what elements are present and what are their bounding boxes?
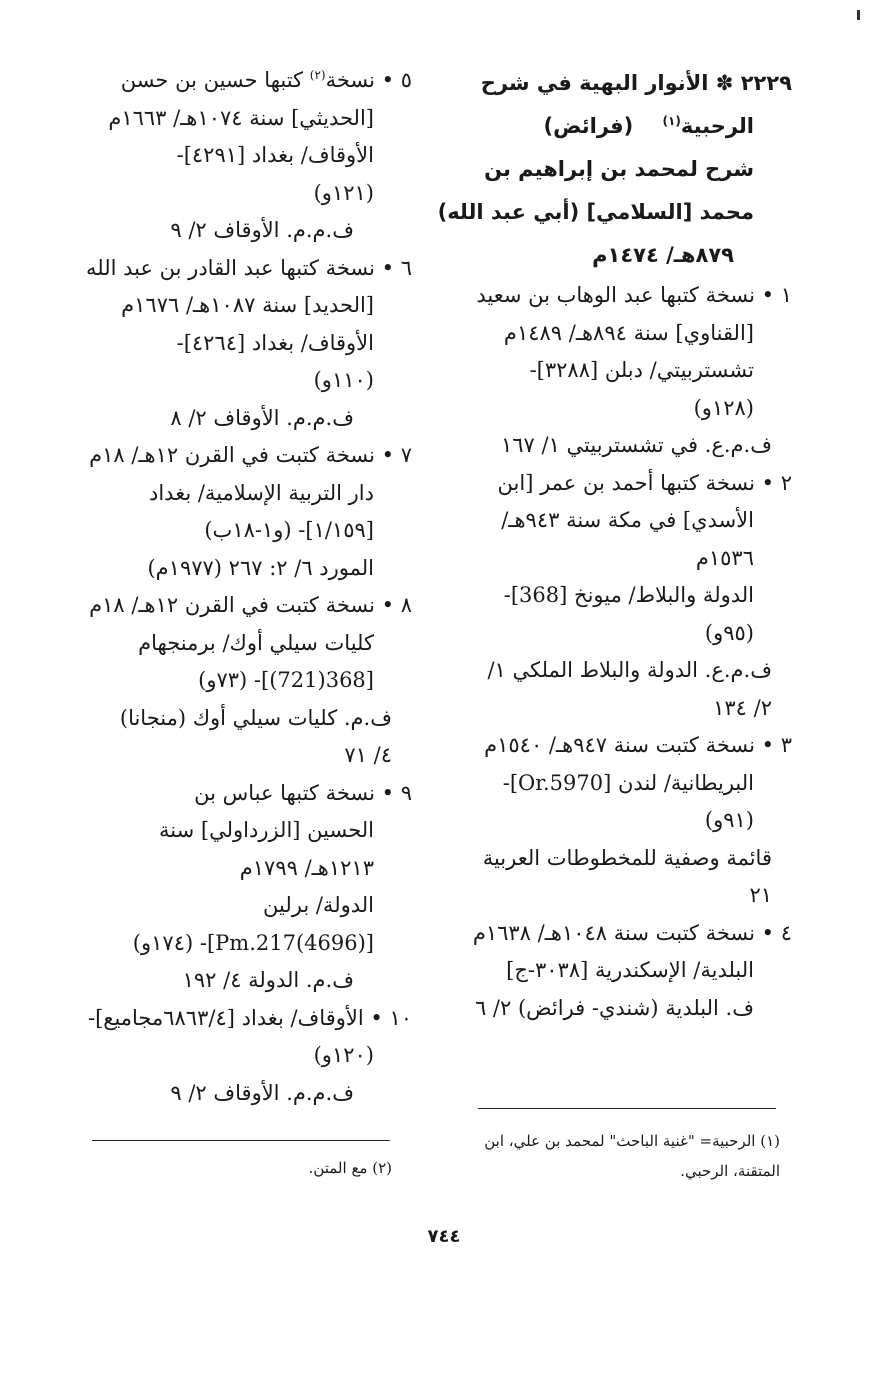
entry-title-line: شرح لمحمد بن إبراهيم بن bbox=[484, 157, 754, 181]
copy-line-rest: كتبها حسين بن حسن bbox=[120, 68, 304, 92]
copy-line: [الحديد] سنة ١٠٨٧هـ/ ١٦٧٦م bbox=[121, 293, 374, 317]
copy-line: المورد ٦/ ٢: ٢٦٧ (١٩٧٧م) bbox=[147, 555, 374, 580]
copy-line: دار التربية الإسلامية/ بغداد bbox=[149, 480, 374, 505]
copy-line: البريطانية/ لندن [Or.5970]- bbox=[502, 770, 754, 795]
footnote-marker: (١) bbox=[662, 114, 681, 128]
footnote-left: (٢) مع المتن. bbox=[308, 1159, 392, 1177]
copy-line: (١١٠و) bbox=[313, 368, 374, 392]
left-column bbox=[62, 62, 412, 1112]
footnote-right bbox=[440, 1126, 780, 1186]
copy-line: ف.م.م. الأوقاف ٢/ ٩ bbox=[170, 218, 354, 242]
footnote-marker: (٢) bbox=[309, 68, 326, 82]
copy-line: ٢١ bbox=[749, 883, 772, 907]
copy-line: ١٢١٣هـ/ ١٧٩٩م bbox=[239, 855, 374, 880]
copy-line: (٩٥و) bbox=[704, 620, 754, 645]
page-number: ٧٤٤ bbox=[427, 1226, 461, 1247]
copy-line: ف.م.ع. في تشستربيتي ١/ ١٦٧ bbox=[500, 433, 772, 457]
copy-line-start: ٥ • نسخة bbox=[325, 68, 412, 92]
copy-line: ٤/ ٧١ bbox=[344, 743, 392, 767]
footnote-divider-left bbox=[92, 1140, 390, 1141]
footnote-line: المتقنة، الرحبي. bbox=[680, 1162, 780, 1180]
copy-line: كليات سيلي أوك/ برمنجهام bbox=[138, 630, 374, 655]
copy-line: ف.م. كليات سيلي أوك (منجانا) bbox=[119, 705, 392, 730]
entry-subject: (فرائض) bbox=[543, 114, 634, 138]
copy-line: ٩ • نسخة كتبها عباس بن bbox=[194, 780, 412, 805]
copy-line: [الحديثي] سنة ١٠٧٤هـ/ ١٦٦٣م bbox=[108, 105, 374, 130]
copy-line: الأوقاف/ بغداد [٤٢٩١]- bbox=[176, 143, 374, 167]
copy-line: ٧ • نسخة كتبت في القرن ١٢هـ/ ١٨م bbox=[89, 443, 412, 467]
copy-line: [368(721)]- (٧٣و) bbox=[198, 668, 374, 692]
copy-line: [Pm.217(4696)]- (١٧٤و) bbox=[132, 930, 374, 955]
copy-line: الأسدي] في مكة سنة ٩٤٣هـ/ bbox=[501, 508, 754, 532]
entry-title-line: ٨٧٩هـ/ ١٤٧٤م bbox=[592, 243, 734, 267]
copy-line: ٦ • نسخة كتبها عبد القادر بن عبد الله bbox=[85, 255, 412, 280]
copy-line: قائمة وصفية للمخطوطات العربية bbox=[482, 845, 772, 870]
entry-title-line: ٢٢٢٩ ✽ الأنوار البهية في شرح bbox=[480, 71, 792, 95]
copy-line: (٩١و) bbox=[704, 808, 754, 832]
copy-line: الدولة والبلاط/ ميونخ [368]- bbox=[503, 583, 754, 607]
entry-title-fragment: الرحبية bbox=[680, 114, 754, 138]
copy-line: [١/١٥٩]- (و١-١٨ب) bbox=[204, 518, 374, 542]
copy-line: الدولة/ برلين bbox=[263, 893, 374, 917]
copy-line: ١٠ • الأوقاف/ بغداد [٦٨٦٣/٤مجاميع]- bbox=[87, 1005, 412, 1030]
copy-line: ١٥٣٦م bbox=[695, 545, 754, 570]
copy-line: ف.م.ع. الدولة والبلاط الملكي ١/ bbox=[487, 658, 772, 682]
copy-line: ١ • نسخة كتبها عبد الوهاب بن سعيد bbox=[476, 283, 792, 307]
footnote-divider-right bbox=[478, 1108, 776, 1109]
copy-line: ف.م. الدولة ٤/ ١٩٢ bbox=[182, 968, 354, 992]
copy-line: (١٢٨و) bbox=[693, 395, 754, 420]
copy-line: الأوقاف/ بغداد [٤٢٦٤]- bbox=[176, 330, 374, 355]
copy-line: ف.م.م. الأوقاف ٢/ ٨ bbox=[170, 405, 354, 430]
copy-line: ف.م.م. الأوقاف ٢/ ٩ bbox=[170, 1080, 354, 1105]
right-column bbox=[437, 62, 792, 1027]
copy-line: ٤ • نسخة كتبت سنة ١٠٤٨هـ/ ١٦٣٨م bbox=[472, 920, 792, 945]
copy-line: الحسين [الزرداولي] سنة bbox=[159, 818, 374, 842]
scan-mark bbox=[857, 10, 860, 20]
entry-title-line bbox=[440, 105, 792, 148]
copy-line: ٢ • نسخة كتبها أحمد بن عمر [ابن bbox=[497, 470, 792, 495]
copy-line: ف. البلدية (شندي- فرائض) ٢/ ٦ bbox=[474, 995, 754, 1020]
copy-line: تشستربيتي/ دبلن [٣٢٨٨]- bbox=[529, 358, 754, 382]
copy-line: (١٢١و) bbox=[313, 180, 374, 205]
entry-title-line: محمد [السلامي] (أبي عبد الله) bbox=[437, 200, 754, 224]
copy-line bbox=[62, 62, 412, 100]
copy-line: البلدية/ الإسكندرية [٣٠٣٨-ج] bbox=[506, 958, 754, 982]
copy-line: [القناوي] سنة ٨٩٤هـ/ ١٤٨٩م bbox=[503, 320, 754, 345]
copy-line: ٨ • نسخة كتبت في القرن ١٢هـ/ ١٨م bbox=[89, 593, 412, 617]
copy-line: (١٢٠و) bbox=[313, 1043, 374, 1067]
copy-line: ٣ • نسخة كتبت سنة ٩٤٧هـ/ ١٥٤٠م bbox=[484, 733, 792, 757]
footnote-line: (١) الرحبية= "غنية الباحث" لمحمد بن علي، ابن bbox=[484, 1132, 780, 1150]
copy-line: ٢/ ١٣٤ bbox=[713, 695, 772, 720]
